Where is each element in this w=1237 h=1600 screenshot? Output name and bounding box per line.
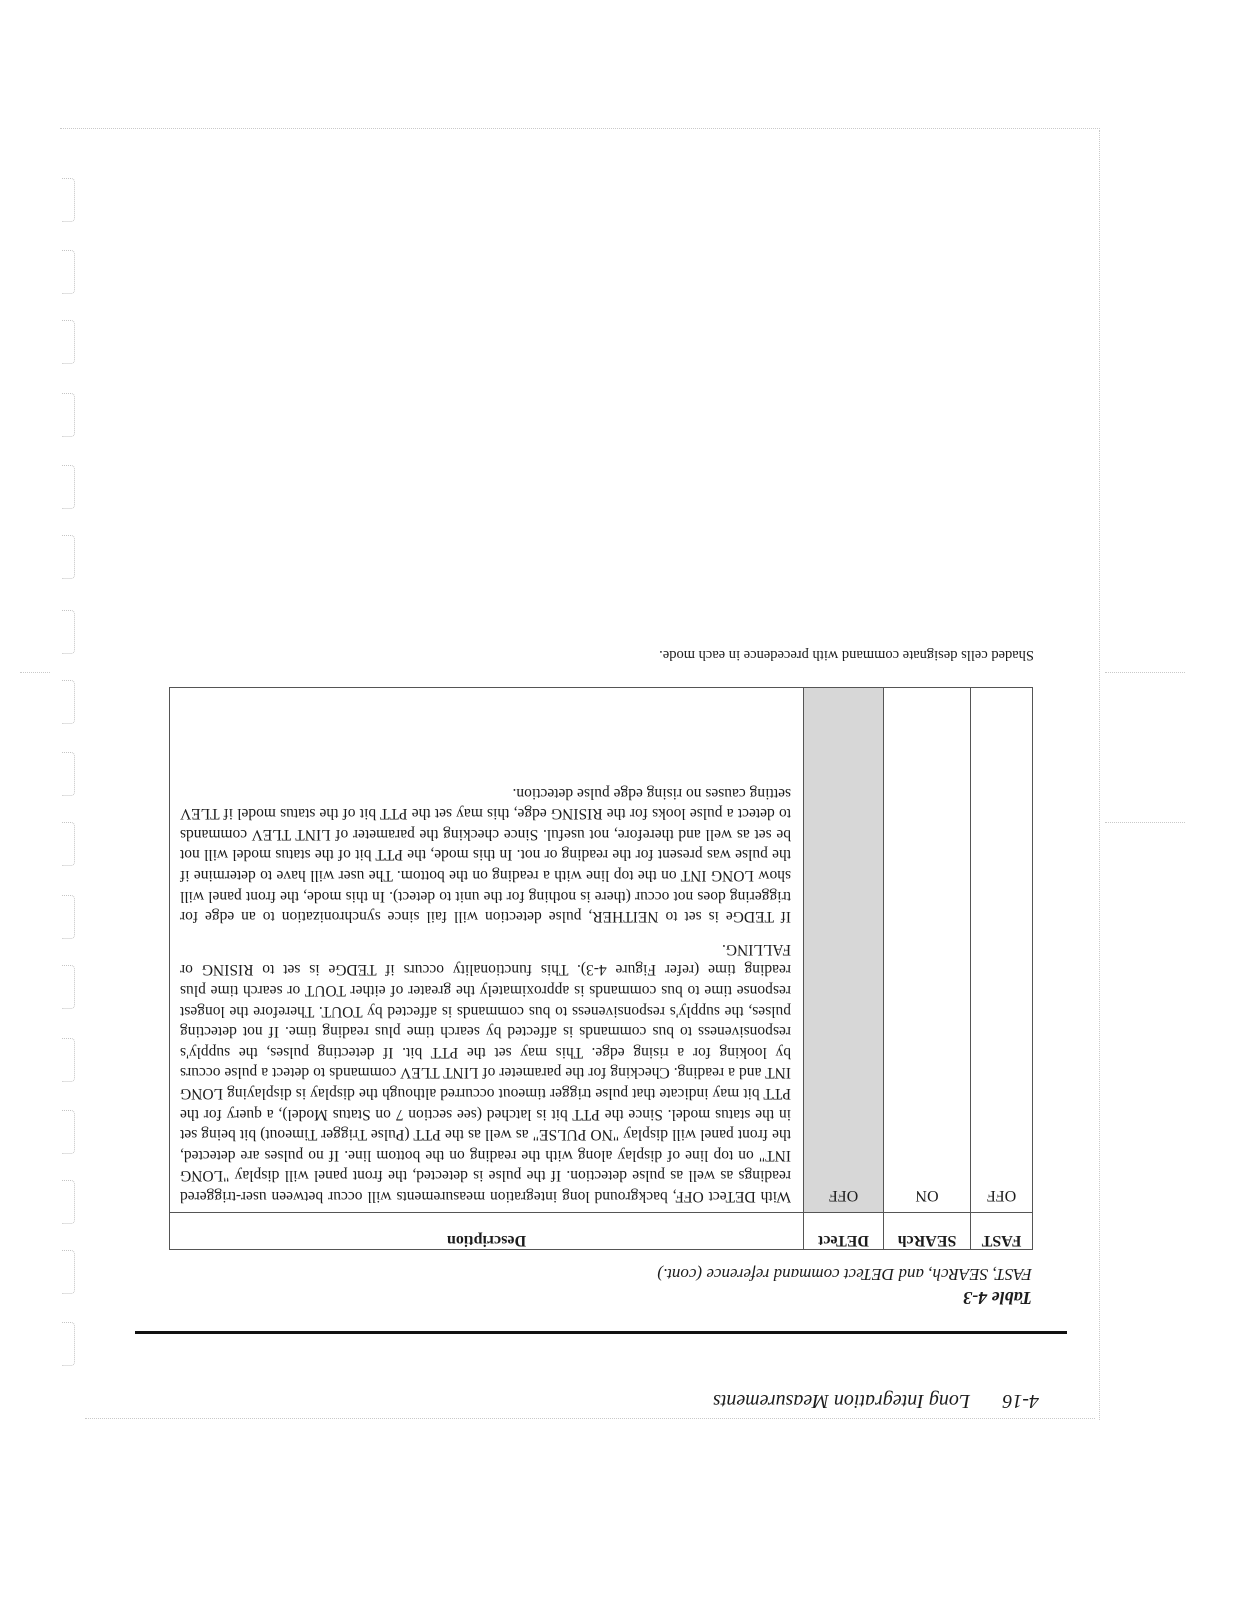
running-header — [119, 1389, 1039, 1412]
section-title: Long Integration Measurements — [712, 1390, 970, 1412]
table-label: Table 4-3 — [963, 1288, 1032, 1308]
description-paragraph: If TEDGe is set to NEITHER, pulse detection will fail since synchronization to an edge for triggering does not occur (there is nothing for the unit to detect). In this mode, the front panel will show LONG INT on the top line with a reading on the bottom. The user will have to determine if the pulse was present for the reading or not. In this mode, the PTT bit of the status model will not be set as well and therefore, not useful. Since checking the parameter of LINT TLEV commands to detect a pulse looks for the RISING edge, this may set the PTT bit of the status model if TLEV setting causes no rising edge pulse detection. — [180, 784, 791, 926]
table-title: FAST, SEARch, and DETect command reference (cont.) — [657, 1265, 1032, 1284]
header-rule — [135, 1331, 1067, 1334]
table-header-row — [170, 1213, 1033, 1250]
description-paragraph: With DETect OFF, background long integration measurements will occur between user-triggered readings as well as pulse detection. If the pulse is detected, the front panel will display "LONG INT" on top line of display along with the reading on the bottom line. If no pulses are detected, the front panel will display "NO PULSE" as well as the PTT (Pulse Trigger Timeout) bit being set in the status model. Since the PTT bit is latched (see section 7 on Status Model), a query for the PTT bit may indicate that pulse trigger timeout occurred although the display is displaying LONG INT and a reading. Checking for the parameter of LINT TLEV commands to detect a pulse occurs by looking for a rising edge. This may set the PTT bit. If detecting pulses, the supply's responsiveness to bus commands is affected by search time plus reading time. If not detecting pulses, the supply's responsiveness to bus commands is affected by TOUT. Therefore the longest response time to bus commands is approximately the greater of either TOUT or search time plus reading time (refer Figure 4-3). This functionality occurs if TEDGe is set to RISING or FALLING. — [180, 940, 791, 1205]
table-footnote: Shaded cells designate command with precedence in each mode. — [659, 647, 1034, 663]
cell-description — [170, 688, 804, 1213]
cell-detect-shaded: OFF — [804, 688, 884, 1213]
page-number: 4-16 — [1002, 1390, 1039, 1412]
column-header-search: SEARch — [884, 1213, 971, 1250]
cell-search: ON — [884, 688, 971, 1213]
column-header-fast: FAST — [971, 1213, 1033, 1250]
cell-fast: OFF — [971, 688, 1033, 1213]
column-header-description: Description — [170, 1213, 804, 1250]
column-header-detect: DETect — [804, 1213, 884, 1250]
table-row — [170, 688, 1033, 1213]
command-reference-table — [169, 687, 1033, 1250]
